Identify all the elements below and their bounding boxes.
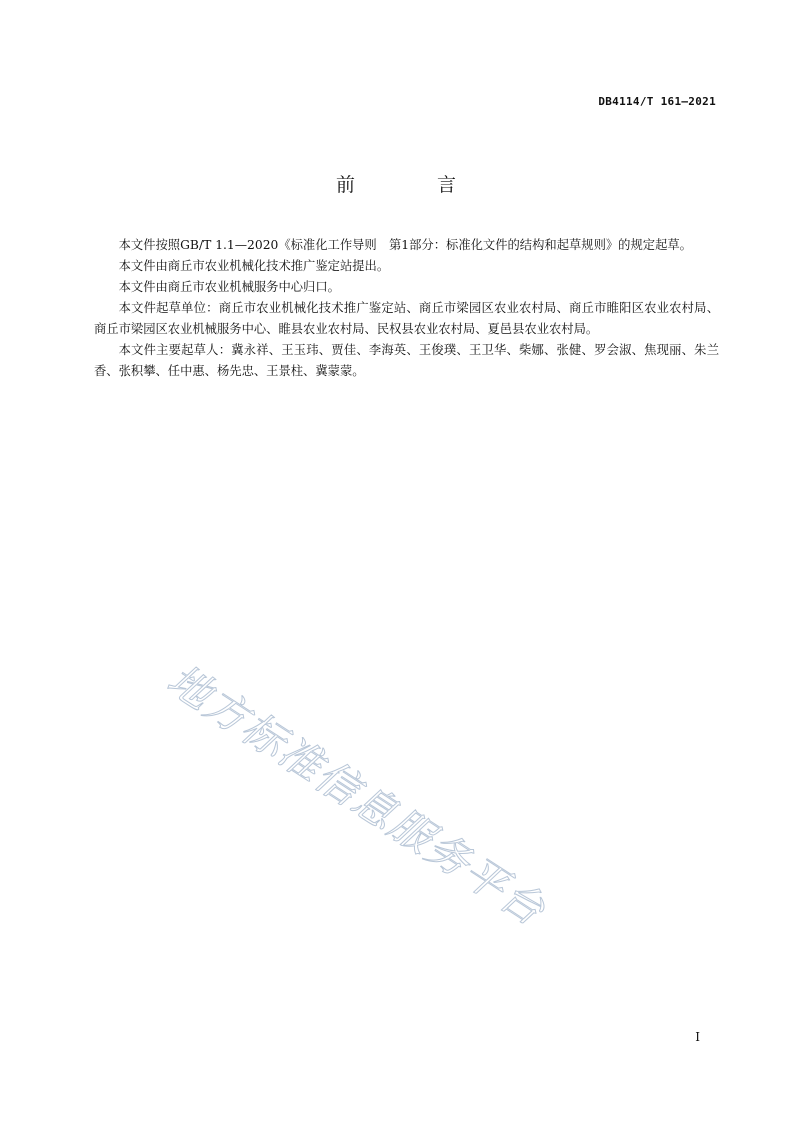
standard-code: DB4114/T 161—2021 [598, 95, 716, 108]
document-body [94, 235, 719, 382]
page-number: I [695, 1030, 700, 1044]
paragraph-drafting-units: 本文件起草单位：商丘市农业机械化技术推广鉴定站、商丘市梁园区农业农村局、商丘市睢阳区农业农村局、商丘市梁园区农业机械服务中心、睢县农业农村局、民权县农业农村局、夏邑县农业农村局。 [94, 301, 719, 336]
paragraph-proposer: 本文件由商丘市农业机械化技术推广鉴定站提出。 [118, 259, 390, 273]
paragraph-centralized-unit: 本文件由商丘市农业机械服务中心归口。 [118, 280, 340, 294]
watermark: 地方标准信息服务平台 [158, 654, 555, 936]
paragraph-main-drafters: 本文件主要起草人：冀永祥、王玉玮、贾佳、李海英、王俊璞、王卫华、柴娜、张健、罗会淑、焦现丽、朱兰香、张积攀、任中惠、杨先忠、王景柱、冀蒙蒙。 [94, 343, 719, 378]
page-title: 前 言 [335, 174, 495, 196]
paragraph-drafting-rules: 本文件按照GB/T 1.1—2020《标准化工作导则 第1部分：标准化文件的结构和起草规则》的规定起草。 [118, 238, 692, 252]
